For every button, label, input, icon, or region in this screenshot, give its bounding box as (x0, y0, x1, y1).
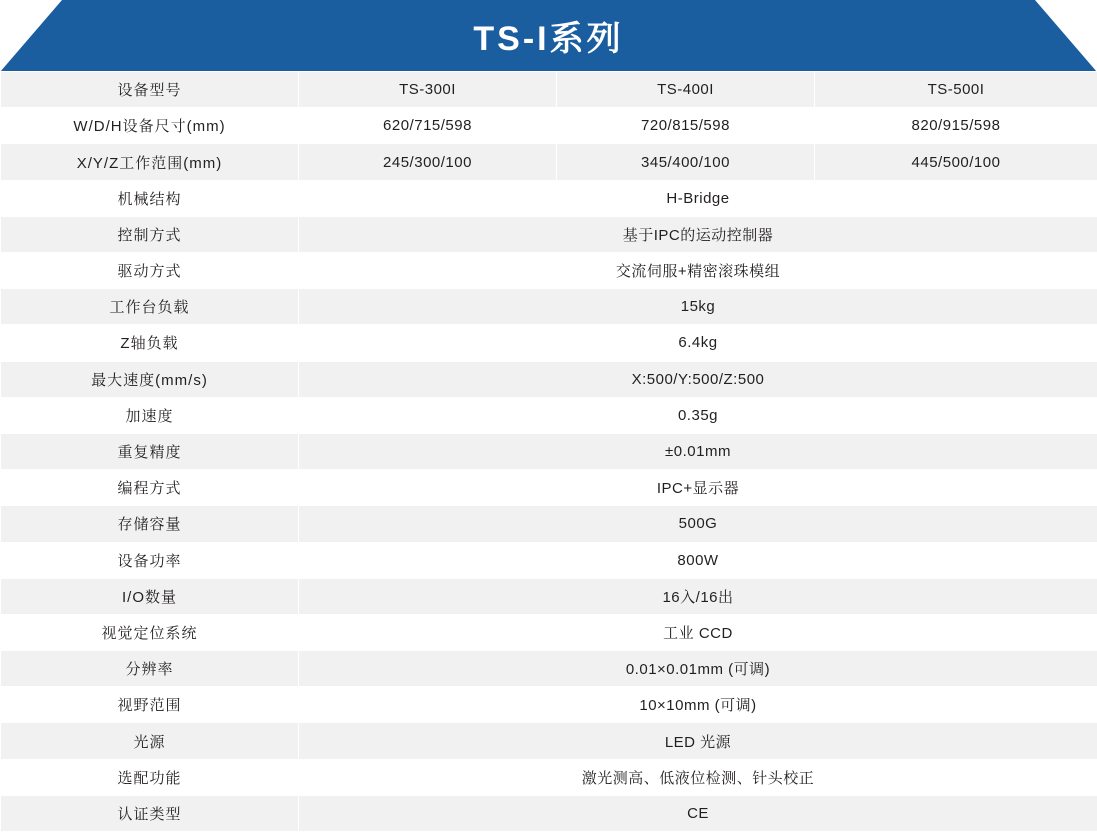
banner-right-corner-shape (1035, 0, 1097, 71)
row-label: 编程方式 (1, 470, 299, 506)
banner-left-corner-shape (0, 0, 62, 71)
row-value: 10×10mm (可调) (299, 687, 1097, 723)
row-value: 16入/16出 (299, 578, 1097, 614)
title-banner (0, 0, 1097, 71)
table-row (1, 614, 1097, 650)
row-label: 工作台负载 (1, 289, 299, 325)
row-label: 视野范围 (1, 687, 299, 723)
row-value: LED 光源 (299, 723, 1097, 759)
row-value: ±0.01mm (299, 433, 1097, 469)
row-label: 选配功能 (1, 759, 299, 795)
row-value: 500G (299, 506, 1097, 542)
row-value: 0.01×0.01mm (可调) (299, 651, 1097, 687)
table-row (1, 72, 1097, 108)
table-row (1, 361, 1097, 397)
table-row (1, 108, 1097, 144)
row-value: X:500/Y:500/Z:500 (299, 361, 1097, 397)
row-label: Z轴负载 (1, 325, 299, 361)
table-row (1, 651, 1097, 687)
row-label: 分辨率 (1, 651, 299, 687)
row-value: H-Bridge (299, 180, 1097, 216)
table-row (1, 325, 1097, 361)
table-row (1, 216, 1097, 252)
model-value-3: TS-500I (815, 72, 1097, 108)
row-label: I/O数量 (1, 578, 299, 614)
table-row (1, 506, 1097, 542)
table-row (1, 578, 1097, 614)
row-value: 基于IPC的运动控制器 (299, 216, 1097, 252)
row-label: 最大速度(mm/s) (1, 361, 299, 397)
work-range-value-1: 245/300/100 (299, 144, 557, 180)
row-value: 交流伺服+精密滚珠模组 (299, 253, 1097, 289)
row-value: 6.4kg (299, 325, 1097, 361)
row-label: 重复精度 (1, 433, 299, 469)
row-label: 驱动方式 (1, 253, 299, 289)
row-value: 激光测高、低液位检测、针头校正 (299, 759, 1097, 795)
row-label: X/Y/Z工作范围(mm) (1, 144, 299, 180)
table-row (1, 144, 1097, 180)
row-label: 设备型号 (1, 72, 299, 108)
table-row (1, 542, 1097, 578)
table-row (1, 397, 1097, 433)
table-row (1, 253, 1097, 289)
page-title: TS-I系列 (473, 20, 624, 59)
specification-table (0, 71, 1097, 832)
table-row (1, 687, 1097, 723)
row-label: 机械结构 (1, 180, 299, 216)
row-value: 0.35g (299, 397, 1097, 433)
dimension-value-3: 820/915/598 (815, 108, 1097, 144)
dimension-value-1: 620/715/598 (299, 108, 557, 144)
row-value: 15kg (299, 289, 1097, 325)
table-row (1, 180, 1097, 216)
table-row (1, 795, 1097, 831)
table-row (1, 759, 1097, 795)
row-label: W/D/H设备尺寸(mm) (1, 108, 299, 144)
model-value-1: TS-300I (299, 72, 557, 108)
work-range-value-2: 345/400/100 (557, 144, 815, 180)
row-value: CE (299, 795, 1097, 831)
spec-table-body (1, 72, 1097, 832)
row-label: 认证类型 (1, 795, 299, 831)
table-row (1, 289, 1097, 325)
dimension-value-2: 720/815/598 (557, 108, 815, 144)
row-label: 存储容量 (1, 506, 299, 542)
row-value: 工业 CCD (299, 614, 1097, 650)
row-label: 光源 (1, 723, 299, 759)
table-row (1, 433, 1097, 469)
table-row (1, 723, 1097, 759)
row-label: 控制方式 (1, 216, 299, 252)
row-label: 设备功率 (1, 542, 299, 578)
model-value-2: TS-400I (557, 72, 815, 108)
work-range-value-3: 445/500/100 (815, 144, 1097, 180)
row-value: 800W (299, 542, 1097, 578)
row-value: IPC+显示器 (299, 470, 1097, 506)
row-label: 视觉定位系统 (1, 614, 299, 650)
table-row (1, 470, 1097, 506)
row-label: 加速度 (1, 397, 299, 433)
